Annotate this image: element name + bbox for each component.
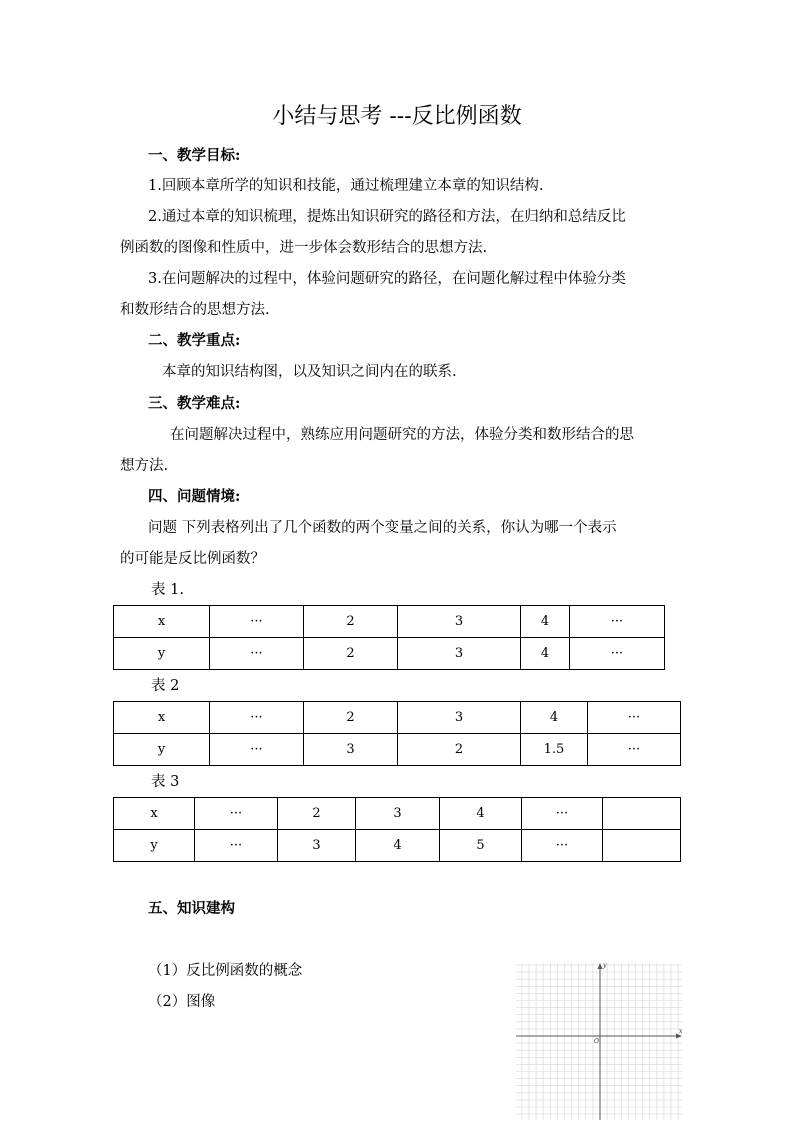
table-row	[114, 702, 681, 734]
table-cell: 5	[440, 830, 522, 862]
table-cell: x	[114, 702, 210, 734]
table-cell: ···	[588, 702, 681, 734]
table-row	[114, 606, 665, 638]
question-line-1: 问题 下列表格列出了几个函数的两个变量之间的关系，你认为哪一个表示	[148, 520, 617, 536]
table-cell: ···	[522, 798, 603, 830]
objectives-heading: 一、教学目标:	[148, 147, 241, 164]
table-cell: y	[114, 830, 195, 862]
table-cell: ···	[210, 606, 304, 638]
origin-label: O	[594, 1038, 599, 1045]
table-cell: 3	[398, 606, 521, 638]
difficulties-text-line-1: 在问题解决过程中，熟练应用问题研究的方法，体验分类和数形结合的思	[170, 427, 634, 443]
table-cell: 3	[304, 734, 398, 766]
table-cell: ···	[210, 702, 304, 734]
table-cell: x	[114, 606, 210, 638]
difficulties-text-line-2: 想方法.	[120, 458, 169, 474]
page-title: 小结与思考 ---反比例函数	[272, 104, 522, 129]
y-axis-arrow	[598, 963, 603, 969]
grid-lines	[516, 963, 682, 1120]
table-cell	[603, 830, 681, 862]
difficulties-heading: 三、教学难点:	[148, 395, 241, 412]
table-row	[114, 830, 681, 862]
table-row	[114, 638, 665, 670]
objective-1: 1.回顾本章所学的知识和技能，通过梳理建立本章的知识结构.	[148, 178, 544, 194]
table-1-caption: 表 1.	[151, 582, 184, 598]
table-cell: ···	[195, 798, 278, 830]
table-cell: 2	[304, 638, 398, 670]
objective-2-line-1: 2.通过本章的知识梳理，提炼出知识研究的路径和方法，在归纳和总结反比	[148, 209, 626, 225]
y-axis-label: y	[603, 962, 607, 969]
table-cell: 4	[521, 606, 570, 638]
table-cell	[603, 798, 681, 830]
objective-3-line-2: 和数形结合的思想方法.	[120, 302, 270, 318]
table-3	[113, 797, 681, 862]
table-cell: ···	[210, 734, 304, 766]
table-cell: x	[114, 798, 195, 830]
scenario-heading: 四、问题情境:	[148, 488, 241, 505]
table-3-caption: 表 3	[151, 774, 180, 790]
table-2-caption: 表 2	[151, 678, 180, 694]
table-cell: ···	[588, 734, 681, 766]
table-1	[113, 605, 665, 670]
table-row	[114, 734, 681, 766]
table-cell: 3	[278, 830, 356, 862]
table-cell: ···	[522, 830, 603, 862]
objective-3-line-1: 3.在问题解决的过程中，体验问题研究的路径，在问题化解过程中体验分类	[148, 271, 626, 287]
table-row	[114, 798, 681, 830]
table-cell: 3	[356, 798, 440, 830]
construction-item-2: （2）图像	[148, 994, 216, 1010]
table-cell: y	[114, 734, 210, 766]
table-cell: 2	[278, 798, 356, 830]
table-2	[113, 701, 681, 766]
x-axis-label: x	[679, 1028, 683, 1035]
key-points-heading: 二、教学重点:	[148, 332, 241, 349]
table-cell: ···	[195, 830, 278, 862]
table-cell: 2	[304, 702, 398, 734]
table-cell: ···	[210, 638, 304, 670]
table-cell: 4	[356, 830, 440, 862]
question-line-2: 的可能是反比例函数？	[120, 551, 265, 567]
table-cell: 2	[398, 734, 521, 766]
table-cell: y	[114, 638, 210, 670]
table-cell: 4	[521, 702, 588, 734]
table-cell: ···	[570, 638, 665, 670]
table-cell: ···	[570, 606, 665, 638]
table-cell: 3	[398, 638, 521, 670]
table-cell: 1.5	[521, 734, 588, 766]
objective-2-line-2: 例函数的图像和性质中，进一步体会数形结合的思想方法.	[120, 240, 488, 256]
knowledge-construction-heading: 五、知识建构	[148, 900, 235, 917]
table-cell: 4	[521, 638, 570, 670]
construction-item-1: （1）反比例函数的概念	[148, 963, 303, 979]
table-cell: 3	[398, 702, 521, 734]
table-cell: 2	[304, 606, 398, 638]
table-cell: 4	[440, 798, 522, 830]
coordinate-plane	[516, 963, 682, 1120]
key-points-text: 本章的知识结构图，以及知识之间内在的联系.	[162, 364, 457, 380]
